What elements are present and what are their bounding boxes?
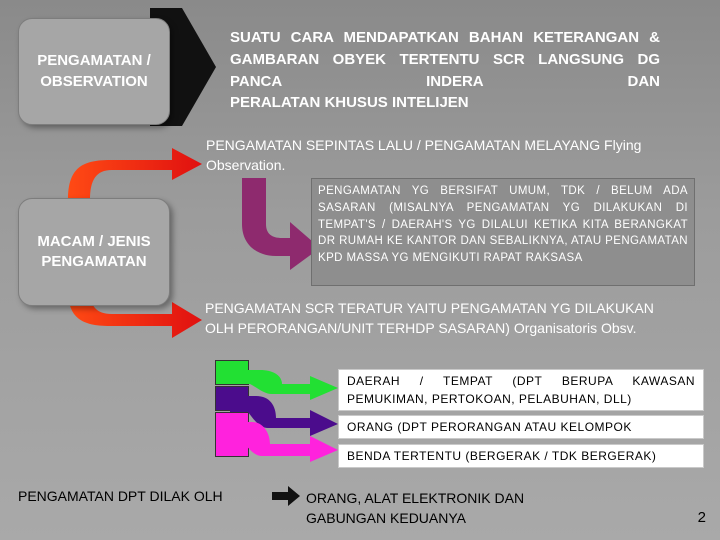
- target-person-box: [338, 415, 704, 439]
- target-arrows: [230, 362, 342, 462]
- types-title: MACAM / JENIS PENGAMATAN: [37, 232, 151, 270]
- observation-title: PENGAMATAN / OBSERVATION: [37, 52, 151, 90]
- definition-main: SUATU CARA MENDAPATKAN BAHAN KETERANGAN & GAMBARAN OBYEK TERTENTU SCR LANGSUNG DG PANCA INDERA DAN: [230, 29, 660, 90]
- small-black-arrow: [272, 486, 300, 506]
- bottom-left-text: PENGAMATAN DPT DILAK OLH: [18, 488, 223, 504]
- types-title-box: [18, 198, 170, 306]
- target-person-label: ORANG (DPT PERORANGAN ATAU KELOMPOK: [347, 420, 632, 434]
- definition-last-line: PERALATAN KHUSUS INTELIJEN: [230, 94, 469, 112]
- type2-text: PENGAMATAN SCR TERATUR YAITU PENGAMATAN YG DILAKUKAN OLH PERORANGAN/UNIT TERHDP SASARAN) Organisatoris Obsv.: [205, 300, 654, 337]
- definition-text: [230, 27, 660, 114]
- purple-bent-arrow: [242, 178, 322, 270]
- page-number: 2: [697, 509, 706, 526]
- target-area-box: [338, 369, 704, 411]
- target-area-label: DAERAH / TEMPAT (DPT BERUPA KAWASAN PEMUKIMAN, PERTOKOAN, PELABUHAN, DLL): [347, 374, 695, 406]
- type1-text: PENGAMATAN SEPINTAS LALU / PENGAMATAN MELAYANG Flying Observation.: [206, 137, 642, 174]
- observation-title-box: [18, 18, 170, 125]
- bottom-right-text: ORANG, ALAT ELEKTRONIK DAN GABUNGAN KEDUANYA: [306, 490, 525, 527]
- type1-detail-text: PENGAMATAN YG BERSIFAT UMUM, TDK / BELUM ADA SASARAN (MISALNYA PENGAMATAN YG DILAKUKAN DI TEMPAT'S / DAERAH'S YG DILALUI KETIKA KITA BERANGKAT DR RUMAH KE KANTOR DAN SEBALIKNYA, ATAU PENGAMATAN KPD MASSA YG MENGIKUTI RAPAT RAKSASA: [318, 185, 688, 265]
- type1-detail-panel: [311, 178, 695, 286]
- target-object-label: BENDA TERTENTU (BERGERAK / TDK BERGERAK): [347, 449, 657, 463]
- target-object-box: [338, 444, 704, 468]
